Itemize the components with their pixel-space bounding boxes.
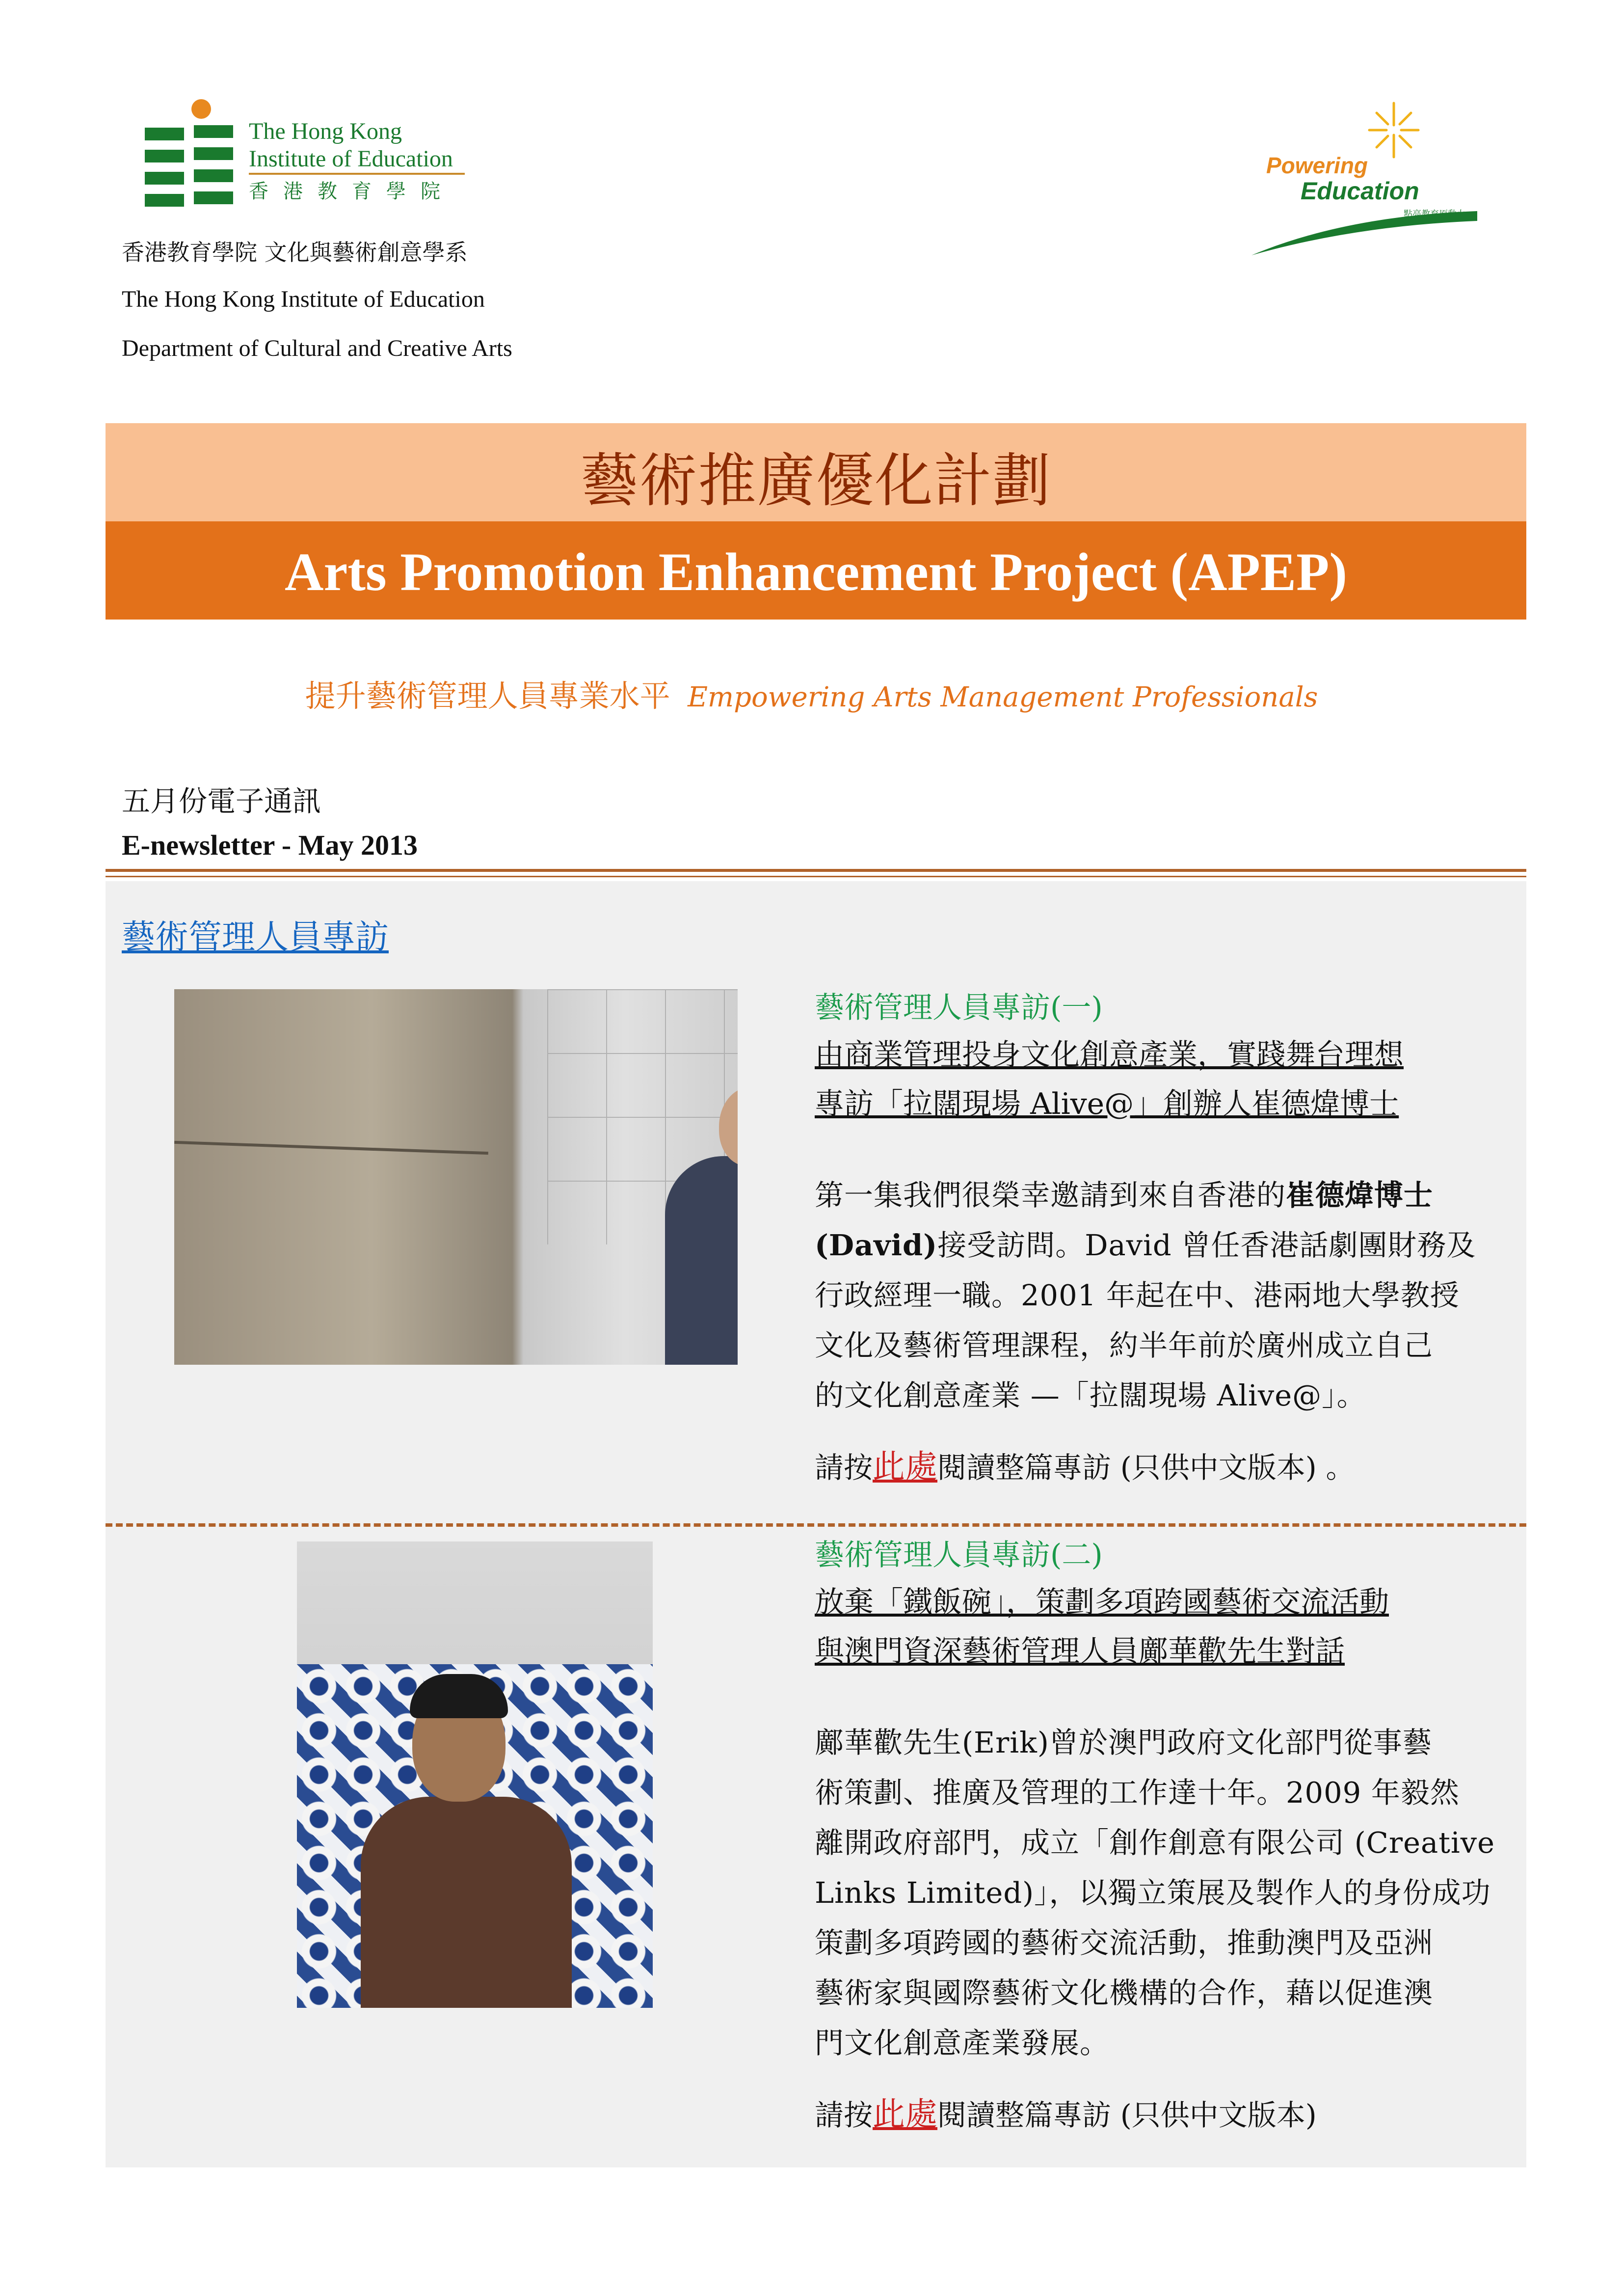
person-body (665, 1156, 738, 1365)
body-text: Links Limited)」，以獨立策展及製作人的身份成功 (815, 1876, 1491, 1910)
read-more-link[interactable]: 此處 (873, 2095, 938, 2133)
dept-name-zh: 香港教育學院 文化與藝術創意學系 (122, 239, 468, 266)
read-more-line (815, 2088, 1512, 2134)
logo-name-line1: The Hong Kong (249, 118, 402, 144)
logo-name-zh: 香港教育學院 (249, 180, 455, 203)
article-label: 藝術管理人員專訪(二) (815, 1538, 1103, 1572)
logo-tagline-zh: 點亮教育原動力 (1404, 209, 1465, 219)
section-heading-link[interactable]: 藝術管理人員專訪 (122, 918, 389, 957)
star-burst-icon (1359, 98, 1428, 162)
body-name-en-bold: (David) (815, 1228, 938, 1262)
article-1 (815, 984, 1512, 1487)
body-text: 策劃多項跨國的藝術交流活動，推動澳門及亞洲 (815, 1926, 1434, 1960)
article-title-line2[interactable]: 與澳門資深藝術管理人員鄺華歡先生對話 (815, 1634, 1345, 1669)
issue-title-en: E-newsletter - May 2013 (122, 829, 418, 861)
body-text: 的文化創意產業 —「拉闊現場 Alive@」。 (815, 1378, 1366, 1412)
article-title-line1[interactable]: 放棄「鐵飯碗」，策劃多項跨國藝術交流活動 (815, 1585, 1389, 1620)
logo-education-text: Education (1301, 177, 1419, 205)
read-more-prefix: 請按 (815, 2098, 873, 2132)
body-name-bold: 崔德煒博士 (1286, 1178, 1434, 1212)
body-text: 接受訪問。David 曾任香港話劇團財務及 (937, 1228, 1476, 1262)
body-text: 文化及藝術管理課程，約半年前於廣州成立自己 (815, 1328, 1434, 1362)
article-title-line1[interactable]: 由商業管理投身文化創意產業，實踐舞台理想 (815, 1038, 1404, 1072)
section-divider (106, 869, 1526, 872)
body-text: 離開政府部門，成立「創作創意有限公司 (Creative (815, 1826, 1495, 1860)
read-more-prefix: 請按 (815, 1451, 873, 1485)
issue-title-zh: 五月份電子通訊 (122, 784, 321, 818)
article-divider (106, 1523, 1526, 1527)
photo-wall-crack (174, 1141, 488, 1155)
interviewee-photo-2 (297, 1541, 653, 2008)
title-banner-en (106, 521, 1526, 620)
article-title-line2[interactable]: 專訪「拉闊現場 Alive@」創辦人崔德煒博士 (815, 1087, 1399, 1121)
project-title-zh: 藝術推廣優化計劃 (580, 447, 1052, 514)
logo-divider (249, 173, 465, 175)
body-text: 藝術家與國際藝術文化機構的合作，藉以促進澳 (815, 1976, 1434, 2010)
body-text: 術策劃、推廣及管理的工作達十年。2009 年毅然 (815, 1776, 1460, 1810)
read-more-line (815, 1440, 1512, 1487)
read-more-link[interactable]: 此處 (873, 1448, 938, 1486)
article-body (815, 1170, 1512, 1421)
article-label: 藝術管理人員專訪(一) (815, 991, 1103, 1025)
body-text: 鄺華歡先生(Erik)曾於澳門政府文化部門從事藝 (815, 1726, 1432, 1759)
title-banner-zh (106, 423, 1526, 521)
dept-name-en: Department of Cultural and Creative Arts (122, 335, 512, 361)
hkied-emblem-icon (140, 98, 238, 209)
tagline (0, 672, 1623, 715)
project-title-en: Arts Promotion Enhancement Project (APEP) (285, 542, 1347, 602)
powering-education-logo (1247, 98, 1482, 260)
interviewee-photo-1 (174, 989, 738, 1365)
hkied-logo (140, 93, 493, 214)
read-more-suffix: 閱讀整篇專訪 (只供中文版本) 。 (937, 1451, 1355, 1485)
person-body (361, 1797, 572, 2008)
section-divider-thin (106, 876, 1526, 877)
body-text: 行政經理一職。2001 年起在中、港兩地大學教授 (815, 1278, 1460, 1312)
body-text: 第一集我們很榮幸邀請到來自香港的 (815, 1178, 1286, 1212)
article-body (815, 1718, 1512, 2068)
body-text: 門文化創意產業發展。 (815, 2026, 1110, 2060)
tagline-zh: 提升藝術管理人員專業水平 (305, 678, 670, 714)
article-2 (815, 1532, 1512, 2134)
logo-name-line2: Institute of Education (249, 146, 453, 172)
read-more-suffix: 閱讀整篇專訪 (只供中文版本) (937, 2098, 1317, 2132)
tagline-en: Empowering Arts Management Professionals (688, 681, 1318, 713)
institute-name-en: The Hong Kong Institute of Education (122, 286, 485, 312)
logo-powering-text: Powering (1266, 153, 1368, 178)
